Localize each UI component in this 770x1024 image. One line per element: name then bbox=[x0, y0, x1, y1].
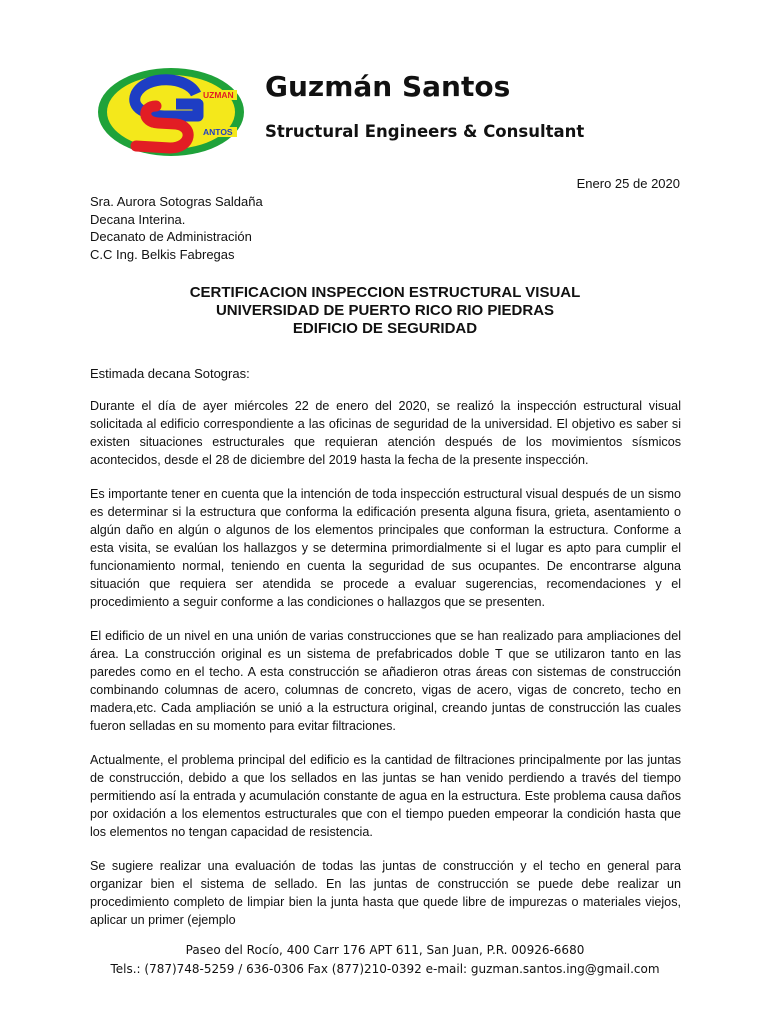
body-paragraph: Actualmente, el problema principal del edificio es la cantidad de filtraciones principalmente por las juntas de construcción, debido a que los sellados en las juntas se han venido perdiendo a través del tiempo permitiendo así la entrada y acumulación constante de agua en la estructura. Este problema causa daños por oxidación a los elementos estructurales que con el tiempo pueden empeorar la condición hasta que los elementos no tengan capacidad de resistencia. bbox=[90, 753, 681, 839]
recipient-line: Decana Interina. bbox=[90, 211, 186, 227]
salutation: Estimada decana Sotogras: bbox=[90, 366, 250, 381]
letter-date: Enero 25 de 2020 bbox=[576, 176, 680, 191]
title-line: UNIVERSIDAD DE PUERTO RICO RIO PIEDRAS bbox=[215, 302, 555, 319]
letter-body bbox=[90, 397, 681, 945]
recipient-line: C.C Ing. Belkis Fabregas bbox=[90, 246, 235, 262]
logo-g-label: UZMAN bbox=[203, 90, 234, 100]
body-paragraph: El edificio de un nivel en una unión de varias construcciones que se han realizado para ampliaciones del área. La construcción original es un sistema de prefabricados doble T que se utilizaron tanto en las paredes como en el techo. A esta construcción se añadieron otras áreas con sistemas de construcción combinando columnas de acero, columnas de concreto, vigas de acero, vigas de concreto, techo en madera,etc. Cada ampliación se unió a la estructura original, creando juntas de construcción las cuales fueron selladas en su momento para evitar filtraciones. bbox=[90, 629, 681, 733]
letterhead-footer bbox=[0, 941, 770, 979]
recipient-block bbox=[90, 193, 263, 263]
recipient-line: Decanato de Administración bbox=[90, 229, 252, 244]
title-line: CERTIFICACION INSPECCION ESTRUCTURAL VISUAL bbox=[189, 284, 581, 301]
company-name: Guzmán Santos bbox=[265, 70, 511, 103]
logo-s-label: ANTOS bbox=[203, 127, 233, 137]
body-paragraph: Durante el día de ayer miércoles 22 de enero del 2020, se realizó la inspección estructural visual solicitada al edificio correspondiente a las oficinas de seguridad de la universidad. El objetivo es saber si existen situaciones estructurales que requieran atención después de los movimientos sísmicos acontecidos, desde el 28 de diciembre del 2019 hasta la fecha de la presente inspección. bbox=[90, 399, 681, 467]
recipient-line: Sra. Aurora Sotogras Saldaña bbox=[90, 194, 263, 209]
title-line: EDIFICIO DE SEGURIDAD bbox=[292, 320, 478, 337]
body-paragraph: Se sugiere realizar una evaluación de todas las juntas de construcción y el techo en general para organizar bien el sistema de sellado. En las juntas de construcción se puede debe realizar un procedimiento completo de limpiar bien la junta hasta que quede libre de impurezas o materiales viejos, aplicar un primer (ejemplo bbox=[90, 859, 681, 927]
footer-contact: Tels.: (787)748-5259 / 636-0306 Fax (877)210-0392 e-mail: guzman.santos.ing@gmail.com bbox=[110, 962, 660, 976]
footer-address: Paseo del Rocío, 400 Carr 176 APT 611, San Juan, P.R. 00926-6680 bbox=[185, 943, 585, 957]
body-paragraph: Es importante tener en cuenta que la intención de toda inspección estructural visual después de un sismo es determinar si la estructura que conforma la edificación presenta alguna fisura, grieta, asentamiento o algún daño en algún o algunos de los elementos principales que conforman la estructura. Conforme a esta visita, se evalúan los hallazgos y se determina primordialmente si el lugar es apto para cumplir el funcionamiento normal, teniendo en cuenta la seguridad de sus ocupantes. De encontrarse alguna situación que requiera ser atendida se procede a evaluar sugerencias, recomendaciones y el procedimiento a seguir conforme a las condiciones o hallazgos que se presenten. bbox=[90, 487, 681, 609]
company-logo bbox=[96, 66, 246, 158]
document-title bbox=[90, 284, 680, 338]
company-tagline: Structural Engineers & Consultant bbox=[265, 122, 585, 141]
